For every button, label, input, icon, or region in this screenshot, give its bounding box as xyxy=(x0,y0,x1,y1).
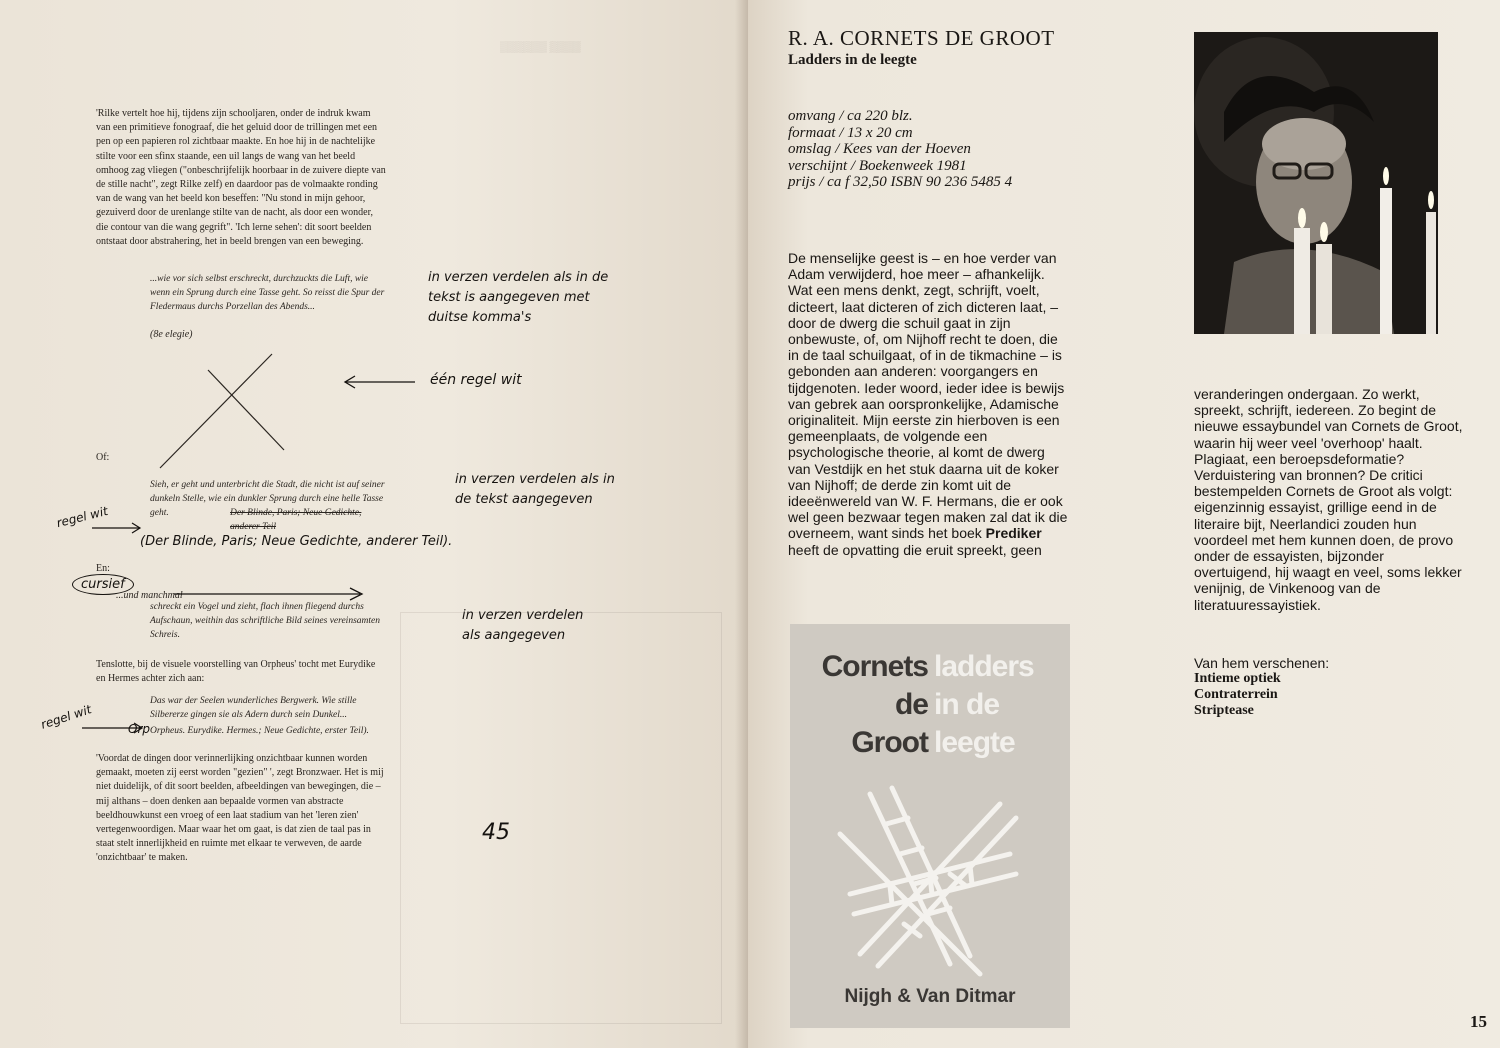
handwritten-page-number: 45 xyxy=(482,820,510,845)
spec-line: prijs / ca f 32,50 ISBN 90 236 5485 4 xyxy=(788,174,1013,191)
und-manchmal: ...und manchmal xyxy=(116,590,183,601)
cover-title-part: ladders xyxy=(934,650,1034,683)
cover-author-part: de xyxy=(894,688,928,721)
right-page xyxy=(748,0,1500,1048)
handwritten-correction-der-blinde: (Der Blinde, Paris; Neue Gedichte, anderer Teil). xyxy=(140,534,453,549)
body-column-1 xyxy=(788,250,1068,558)
quote-vogel: schreckt ein Vogel und zieht, flach ihnen fliegend durchs Aufschaun, weithin das schriftliche Bild seines vereinsamten Schreis. xyxy=(150,602,380,641)
page-number: 15 xyxy=(1470,1012,1487,1031)
struck-source-der-blinde: Der Blinde, Paris; Neue Gedichte, anderer Teil xyxy=(230,508,362,533)
bleed-through-text: ▒▒▒▒▒▒ ▒▒▒▒ xyxy=(500,41,581,53)
closing-paragraph: 'Voordat de dingen door verinnerlijking onzichtbaar kunnen worden gemaakt, moeten zij eerst worden "gezien" ', zegt Bronzwaer. Het is mij niet duidelijk, of dit soort beelden, afbeeldingen van bewegingen, die – mij althans – doen denken aan bepaalde vormen van abstracte beeldhouwkunst een vroeg of een laat stadium van het 'leren zien' vertegenwoordigen. Maar waar het om gaat, is dat zien de taal pas in staat stelt innerlijkheid en ruimte met elkaar te verweven, de aarde 'onzichtbaar' te maken. xyxy=(96,753,384,864)
body-text: veranderingen ondergaan. Zo werkt, spreekt, schrijft, iedereen. Zo begint de nieuwe essaybundel van Cornets de Groot, waarin hij weer veel 'overhoop' haalt. Plagiaat, een beroepsdeformatie? Verduistering van bronnen? De critici bestempelden Cornets de Groot als volgt: eigenzinnig essayist, grillige eend in de literaire bijt, Neerlandici zouden hun voordeel met hem kunnen doen, de provo onder de essayisten, bijzonder overtuigend, hij waagt en veel, soms lekker venijnig, de Vinkenoog van de literatuuressayistiek. xyxy=(1194,386,1463,613)
cover-line-3 xyxy=(806,724,1034,762)
spec-line: verschijnt / Boekenweek 1981 xyxy=(788,157,967,174)
spec-line: formaat / 13 x 20 cm xyxy=(788,124,913,141)
en-label: En: xyxy=(96,563,110,574)
arrow-left-icon xyxy=(340,372,420,392)
handwritten-note-regel-wit-2: regel wit xyxy=(55,503,110,531)
quote-bergwerk: Das war der Seelen wunderliches Bergwerk. Wie stille Silbererze gingen sie als Adern durch sein Dunkel... xyxy=(150,696,357,721)
cover-author-part: Cornets xyxy=(821,650,928,683)
handwritten-note-verzen-3: in verzen verdelen als aangegeven xyxy=(462,608,584,643)
cover-author-part: Groot xyxy=(851,726,928,759)
cover-ladders-illustration xyxy=(830,774,1030,984)
also-published-label: Van hem verschenen: xyxy=(1194,654,1330,671)
author-photo xyxy=(1194,32,1438,334)
handwritten-note-regel-wit: één regel wit xyxy=(430,372,522,388)
bleed-through-cover xyxy=(400,612,722,1024)
arrow-right-icon xyxy=(90,520,146,536)
quote-der-blinde: Sieh, er geht und unterbricht die Stadt, die nicht ist auf seiner dunkeln Stelle, wie ein dunkler Sprung durch eine helle Tasse geht. xyxy=(150,480,385,519)
handwritten-note-verzen-2: in verzen verdelen als in de tekst aangegeven xyxy=(455,472,615,507)
quote-fledermaus: ...wie vor sich selbst erschreckt, durchzuckts die Luft, wie wenn ein Sprung durch eine Tasse geht. So reisst die Spur der Fledermaus durchs Porzellan des Abends... xyxy=(150,274,385,313)
body-text-end: heeft de opvatting die eruit spreekt, geen xyxy=(788,541,1042,558)
also-title: Intieme optiek xyxy=(1194,671,1281,687)
cover-title-part: in de xyxy=(934,688,1000,721)
deleted-blank-cross xyxy=(150,350,290,470)
also-title: Striptease xyxy=(1194,703,1254,719)
cover-publisher: Nijgh & Van Ditmar xyxy=(844,986,1016,1007)
body-column-2 xyxy=(1194,386,1464,720)
book-cover-image xyxy=(790,624,1070,1028)
cover-line-1 xyxy=(806,648,1034,686)
of-label: Of: xyxy=(96,452,110,463)
book-title: Ladders in de leegte xyxy=(788,52,917,68)
handwritten-correction-orpheus: Orp xyxy=(128,722,150,736)
intro-paragraph: 'Rilke vertelt hoe hij, tijdens zijn schooljaren, onder de indruk kwam van een primitieve fonograaf, die het geluid door de trillingen met een pen op een papieren rol zichtbaar maakte. En hoe hij in de nachtelijke stilte voor een sfinx staande, een uil langs de wang van het beeld omhoog zag vliegen ("onbeschrijfelijk hoorbaar in de zuivere diepte van de stille nacht", zegt Rilke zelf) en daardoor pas de volmaakte ronding van de wang van het beeld kon beseffen: "Nu stond in mijn gehoor, gezuiverd door de urenlange stilte van de nacht, als door een wonder, die contour van die wang gegrift". 'Ich lerne sehen': dit soort beelden ontstaat door abstrahering, het in beeld brengen van een beweging. xyxy=(96,108,386,247)
cover-title-block xyxy=(806,648,1034,762)
quote-source-orpheus: Orpheus. Eurydike. Hermes.; Neue Gedichte, erster Teil). xyxy=(150,726,369,736)
book-specs xyxy=(788,108,1012,191)
cover-line-2 xyxy=(806,686,1034,724)
handwritten-note-cursief: cursief xyxy=(72,574,134,595)
body-text: De menselijke geest is – en hoe verder van Adam verwijderd, hoe meer – afhankelijk. Wat een mens denkt, zegt, schrijft, voelt, dicteert, laat dicteren of zich dicteren laat, – door de dwerg die schuil gaat in zijn onbewuste, of, om Nijhoff recht te doen, die in de taal schuilgaat, of in de tikmachine – is gebonden aan anderen: voorgangers en tijdgenoten. Ieder woord, ieder idee is bewijs van gebrek aan oorspronkelijke, Adamische originaliteit. Mijn eerste zin hierboven is een gemeenplaats, de volgende een psychologische theorie, al komt de dwerg van Vestdijk en het stuk daarna uit de koker van Nijhoff; de derde zin komt uit de ideeënwereld van W. F. Hermans, die er ook wel geen bezwaar tegen maken zal dat ik die overneem, want sinds het boek xyxy=(788,250,1068,542)
tenslotte-paragraph: Tenslotte, bij de visuele voorstelling van Orpheus' tocht met Eurydike en Hermes achter zich aan: xyxy=(96,659,376,685)
spec-line: omvang / ca 220 blz. xyxy=(788,108,913,124)
left-page xyxy=(0,0,748,1048)
author-name: R. A. CORNETS DE GROOT xyxy=(788,26,1055,50)
spec-line: omslag / Kees van der Hoeven xyxy=(788,141,971,158)
handwritten-note-regel-wit-3: regel wit xyxy=(39,702,94,732)
long-arrow-right-icon xyxy=(170,582,370,602)
quote-source-elegie: (8e elegie) xyxy=(150,329,193,340)
handwritten-note-verzen-1: in verzen verdelen als in de tekst is aangegeven met duitse komma's xyxy=(428,270,609,325)
also-title: Contraterrein xyxy=(1194,687,1278,703)
cover-title-part: leegte xyxy=(934,726,1015,759)
book-reference-prediker: Prediker xyxy=(985,525,1042,542)
